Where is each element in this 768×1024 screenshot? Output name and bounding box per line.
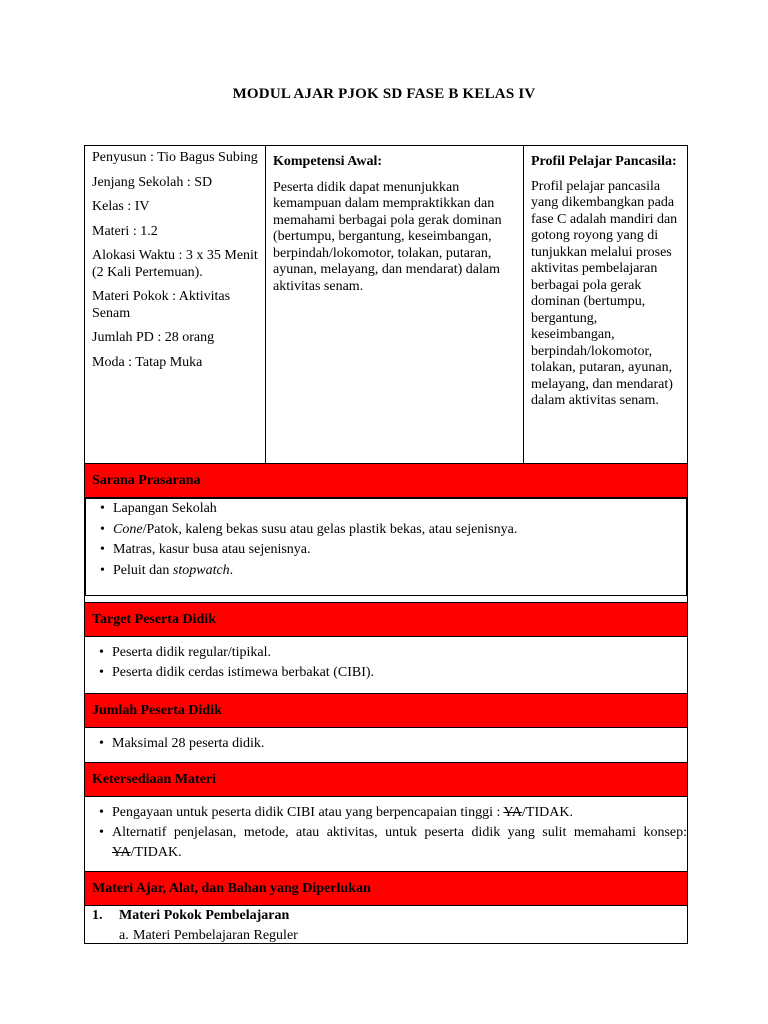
list-item: • Matras, kasur busa atau sejenisnya. xyxy=(86,540,686,561)
item-number: 1. xyxy=(92,908,103,923)
lettered-item xyxy=(85,926,687,946)
target-heading: Target Peserta Didik xyxy=(92,611,216,627)
mode-field: Moda : Tatap Muka xyxy=(92,354,203,370)
material-field: Materi : 1.2 xyxy=(92,223,158,239)
materials-heading: Materi Ajar, Alat, dan Bahan yang Diperlukan xyxy=(92,880,371,896)
info-row xyxy=(85,145,687,463)
count-header xyxy=(85,693,687,728)
pancasila-profile-text: Profil pelajar pancasila yang dikembangkan pada fase C adalah mandiri dan gotong royong yang di tunjukkan melalui proses aktivitas pembelajaran berbagai pola gerak dominan (bertumpu, bergantung, keseimbangan, berpindah/lokomotor, tolakan, putaran, ayunan, melayang, dan mendarat) dalam aktivitas senam. xyxy=(531,178,678,408)
list-item: • Peserta didik cerdas istimewa berbakat (CIBI). xyxy=(85,663,687,683)
list-item: • Cone/Patok, kaleng bekas susu atau gelas plastik bekas, atau sejenisnya. xyxy=(86,520,686,541)
initial-competence-column xyxy=(266,146,524,463)
class-field: Kelas : IV xyxy=(92,199,150,214)
struck-option: YA xyxy=(503,805,523,820)
facilities-list-box xyxy=(85,498,687,596)
main-material-field: Materi Pokok : Aktivitas Senam xyxy=(92,289,231,321)
target-list xyxy=(85,643,687,683)
facilities-section xyxy=(85,498,687,602)
numbered-item xyxy=(85,906,687,926)
school-level-field: Jenjang Sekolah : SD xyxy=(92,174,213,190)
initial-competence-text: Peserta didik dapat menunjukkan kemampuan dalam mempraktikkan dan memahami berbagai pola gerak dominan (bertumpu, bergantung, keseimbangan, berpindah/lokomotor, tolakan, putaran, ayunan, melayang, dan mendarat) dalam aktivitas senam. xyxy=(273,179,502,294)
struck-option: YA xyxy=(112,845,131,860)
facilities-heading: Sarana Prasarana xyxy=(92,472,201,488)
list-item: • Peserta didik regular/tipikal. xyxy=(85,643,687,663)
initial-competence-heading: Kompetensi Awal: xyxy=(273,154,383,169)
student-count-field: Jumlah PD : 28 orang xyxy=(92,330,215,345)
item-label: Materi Pembelajaran Reguler xyxy=(133,928,298,943)
item-letter: a. xyxy=(119,928,129,943)
count-list xyxy=(85,734,687,754)
list-item: • Maksimal 28 peserta didik. xyxy=(85,734,687,754)
module-table xyxy=(84,145,688,944)
list-item: • Peluit dan stopwatch. xyxy=(86,561,686,582)
materials-header xyxy=(85,871,687,906)
pancasila-profile-column xyxy=(524,146,687,463)
cone-term: Cone xyxy=(113,521,143,537)
target-section xyxy=(85,637,687,693)
target-header xyxy=(85,602,687,637)
stopwatch-term: stopwatch xyxy=(172,562,230,578)
availability-list xyxy=(85,803,687,863)
author-field: Penyusun : Tio Bagus Subing xyxy=(92,150,258,165)
count-heading: Jumlah Peserta Didik xyxy=(92,702,222,718)
availability-header xyxy=(85,762,687,797)
list-item: • Pengayaan untuk peserta didik CIBI atau yang berpencapaian tinggi : YA/TIDAK. xyxy=(85,803,687,823)
facilities-header xyxy=(85,463,687,498)
item-label: Materi Pokok Pembelajaran xyxy=(119,908,290,923)
list-item: • Lapangan Sekolah xyxy=(86,499,686,520)
count-section xyxy=(85,728,687,762)
availability-heading: Ketersediaan Materi xyxy=(92,771,217,787)
document-title: MODUL AJAR PJOK SD FASE B KELAS IV xyxy=(232,86,536,102)
identity-column xyxy=(85,146,266,463)
materials-section xyxy=(85,906,687,944)
list-item: • Alternatif penjelasan, metode, atau aktivitas, untuk peserta didik yang sulit memahami konsep: YA/TIDAK. xyxy=(85,823,687,863)
facilities-list xyxy=(86,499,686,581)
time-allocation-field: Alokasi Waktu : 3 x 35 Menit (2 Kali Pertemuan). xyxy=(92,248,258,280)
availability-section xyxy=(85,797,687,871)
pancasila-profile-heading: Profil Pelajar Pancasila: xyxy=(531,154,677,169)
